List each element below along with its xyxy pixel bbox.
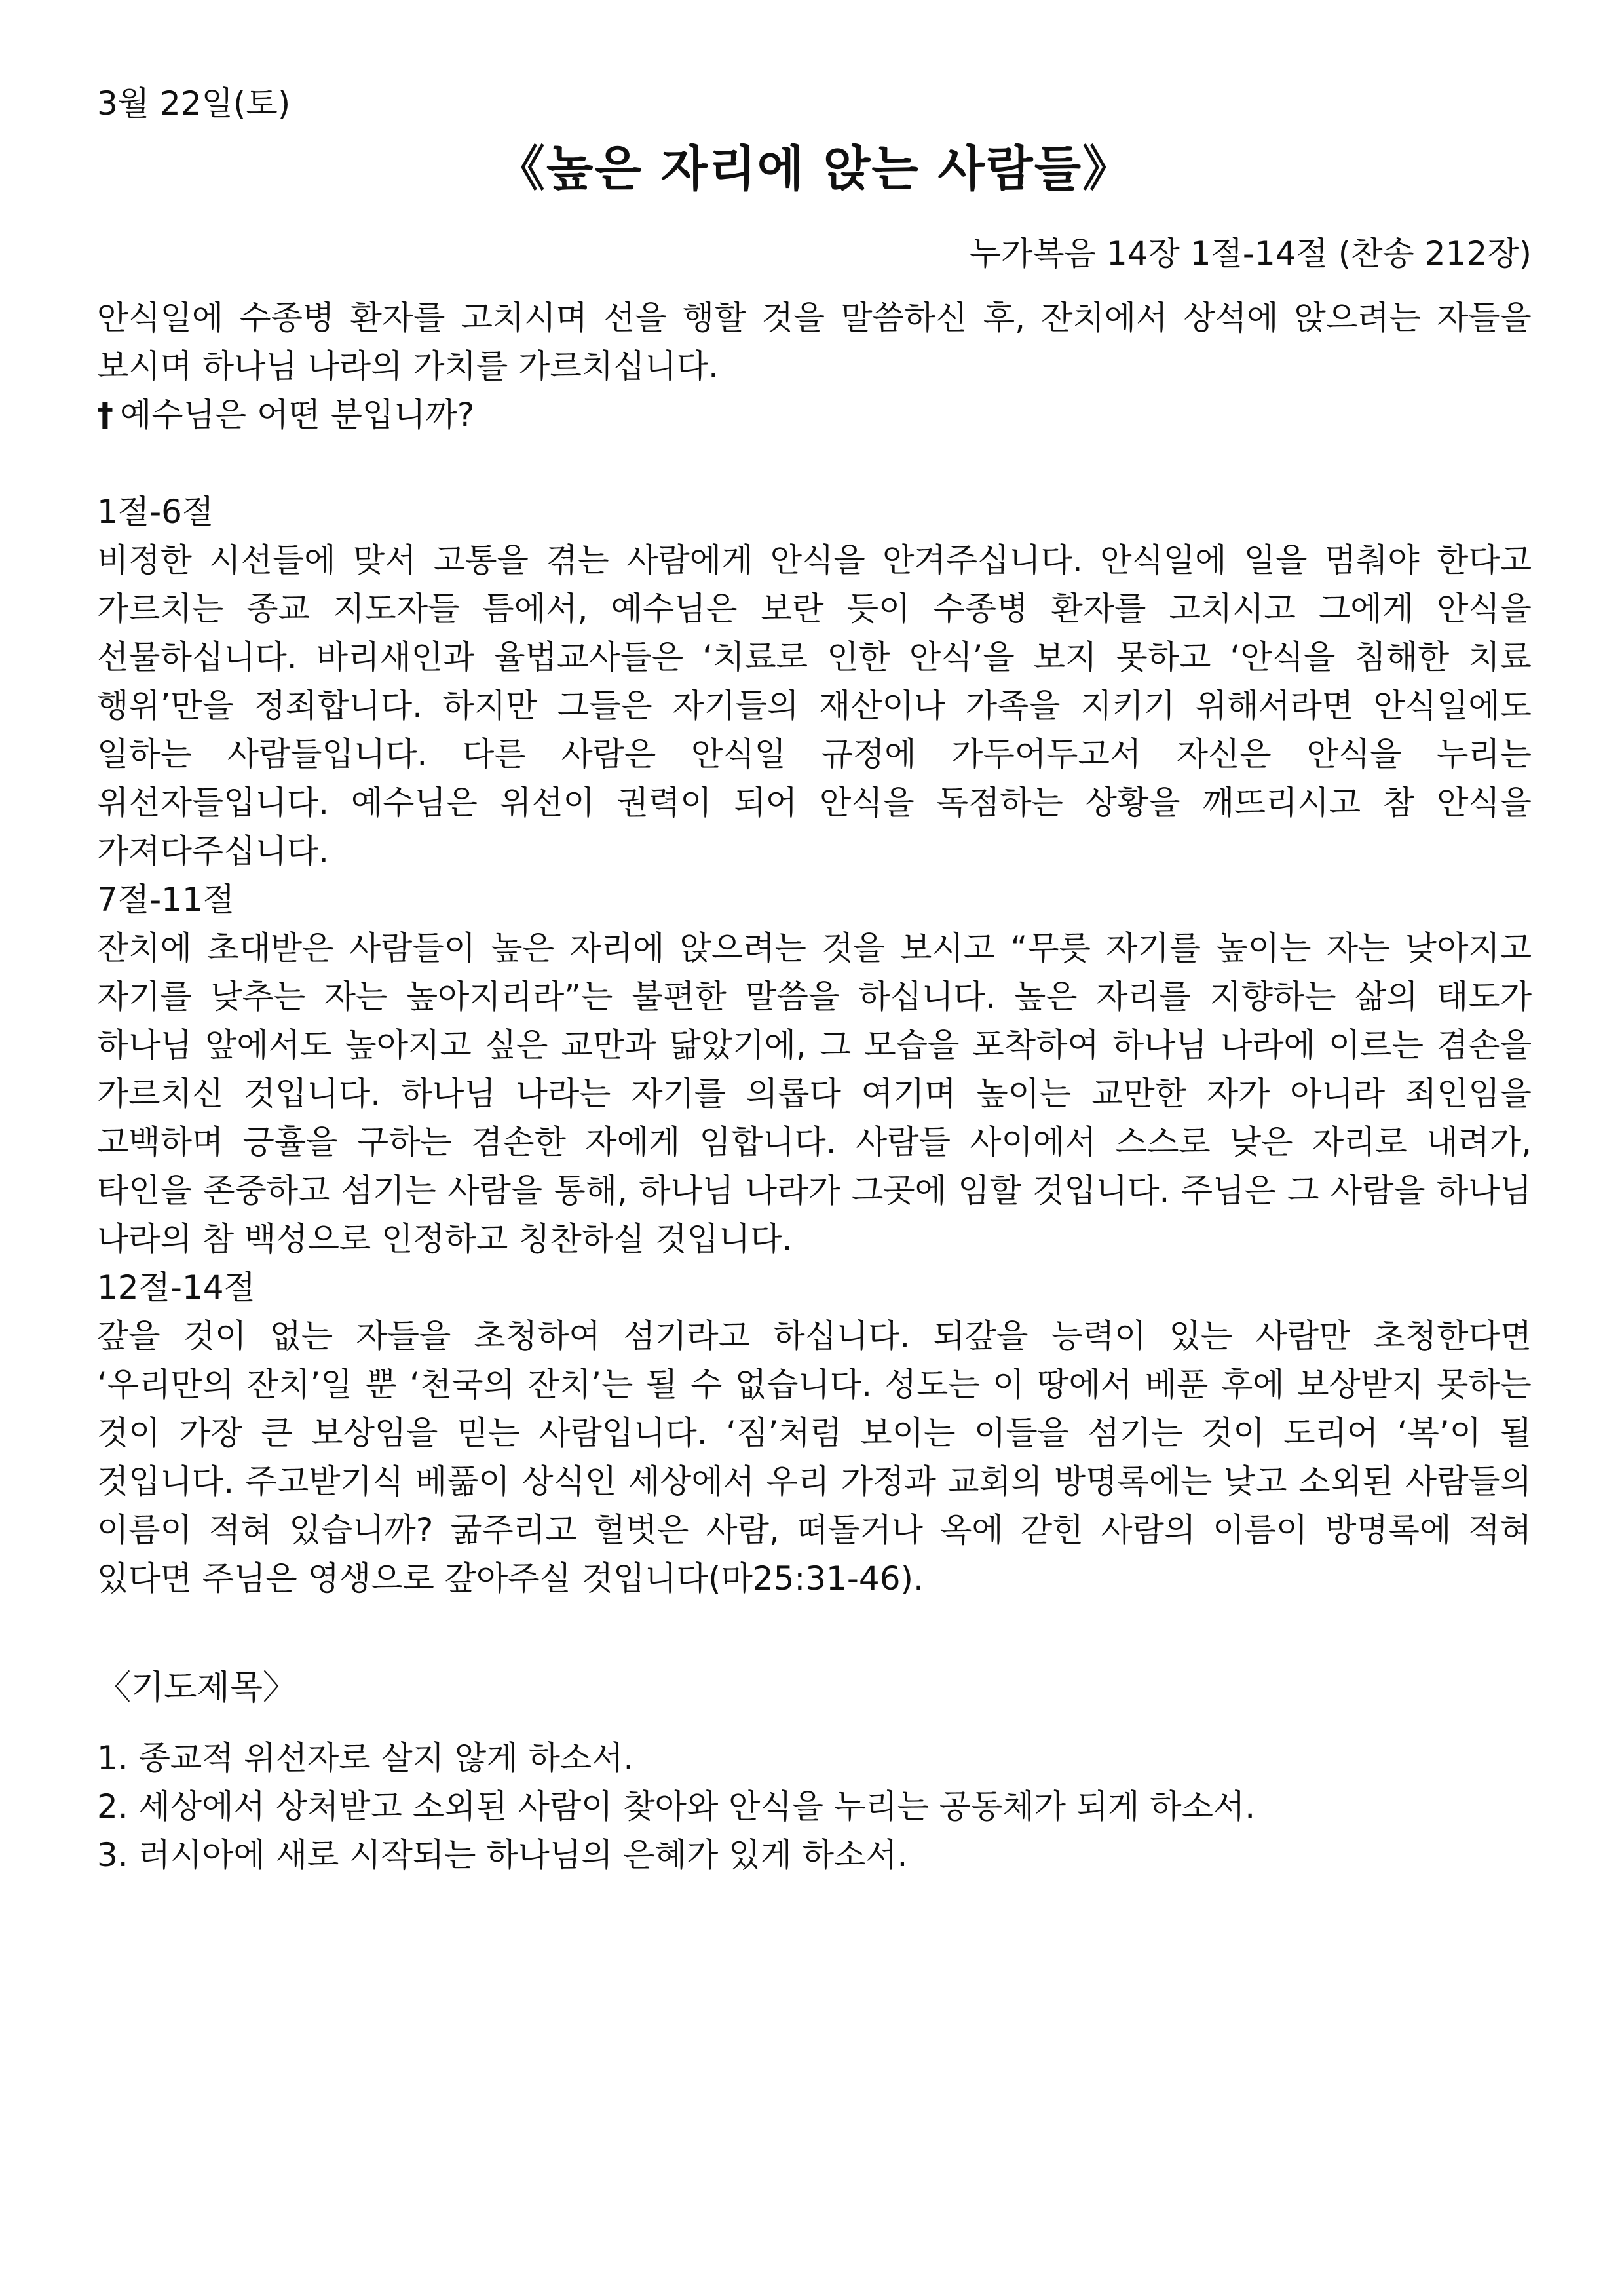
- intro-paragraph: 안식일에 수종병 환자를 고치시며 선을 행할 것을 말씀하신 후, 잔치에서 상석에 앉으려는 자들을 보시며 하나님 나라의 가치를 가르치십니다.: [97, 299, 1532, 385]
- cross-icon: †: [97, 396, 113, 434]
- section-verses-7-11: [97, 875, 1532, 1263]
- section-heading: 7절-11절: [97, 881, 235, 919]
- prayer-heading: 〈기도제목〉: [97, 1668, 297, 1708]
- prayer-list: [97, 1734, 1532, 1879]
- section-verses-1-6: [97, 488, 1532, 875]
- scripture-reference: 누가복음 14장 1절-14절 (찬송 212장): [969, 235, 1532, 273]
- section-heading: 1절-6절: [97, 493, 214, 531]
- devotional-page: [97, 77, 1532, 1879]
- page-title: 《높은 자리에 앉는 사람들》: [496, 141, 1133, 197]
- reflection-question: [97, 391, 1532, 439]
- prayer-item: 2. 세상에서 상처받고 소외된 사람이 찾아와 안식을 누리는 공동체가 되게 하소서.: [97, 1788, 1256, 1826]
- question-text: 예수님은 어떤 분입니까?: [120, 396, 475, 434]
- section-body: 비정한 시선들에 맞서 고통을 겪는 사람에게 안식을 안겨주십니다. 안식일에 일을 멈춰야 한다고 가르치는 종교 지도자들 틈에서, 예수님은 보란 듯이 수종병 환자를 고치시고 그에게 안식을 선물하십니다. 바리새인과 율법교사들은 ‘치료로 인한 안식’을 보지 못하고 ‘안식을 침해한 치료 행위’만을 정죄합니다. 하지만 그들은 자기들의 재산이나 가족을 지키기 위해서라면 안식일에도 일하는 사람들입니다. 다른 사람은 안식일 규정에 가두어두고서 자신은 안식을 누리는 위선자들입니다. 예수님은 위선이 권력이 되어 안식을 독점하는 상황을 깨뜨리시고 참 안식을 가져다주십니다.: [97, 541, 1532, 870]
- section-verses-12-14: [97, 1263, 1532, 1603]
- section-body: 갚을 것이 없는 자들을 초청하여 섬기라고 하십니다. 되갚을 능력이 있는 사람만 초청한다면 ‘우리만의 잔치’일 뿐 ‘천국의 잔치’는 될 수 없습니다. 성도는 이 땅에서 베푼 후에 보상받지 못하는 것이 가장 큰 보상임을 믿는 사람입니다. ‘짐’처럼 보이는 이들을 섬기는 것이 도리어 ‘복’이 될 것입니다. 주고받기식 베풂이 상식인 세상에서 우리 가정과 교회의 방명록에는 낮고 소외된 사람들의 이름이 적혀 있습니까? 굶주리고 헐벗은 사람, 떠돌거나 옥에 갇힌 사람의 이름이 방명록에 적혀 있다면 주님은 영생으로 갚아주실 것입니다(마25:31-46).: [97, 1317, 1532, 1598]
- prayer-item: 1. 종교적 위선자로 살지 않게 하소서.: [97, 1739, 634, 1777]
- section-body: 잔치에 초대받은 사람들이 높은 자리에 앉으려는 것을 보시고 “무릇 자기를 높이는 자는 낮아지고 자기를 낮추는 자는 높아지리라”는 불편한 말씀을 하십니다. 높은 자리를 지향하는 삶의 태도가 하나님 앞에서도 높아지고 싶은 교만과 닮았기에, 그 모습을 포착하여 하나님 나라에 이르는 겸손을 가르치신 것입니다. 하나님 나라는 자기를 의롭다 여기며 높이는 교만한 자가 아니라 죄인임을 고백하며 긍휼을 구하는 겸손한 자에게 임합니다. 사람들 사이에서 스스로 낮은 자리로 내려가, 타인을 존중하고 섬기는 사람을 통해, 하나님 나라가 그곳에 임할 것입니다. 주님은 그 사람을 하나님 나라의 참 백성으로 인정하고 칭찬하실 것입니다.: [97, 929, 1532, 1258]
- date-label: 3월 22일(토): [97, 85, 291, 123]
- prayer-item: 3. 러시아에 새로 시작되는 하나님의 은혜가 있게 하소서.: [97, 1836, 908, 1874]
- section-heading: 12절-14절: [97, 1269, 255, 1307]
